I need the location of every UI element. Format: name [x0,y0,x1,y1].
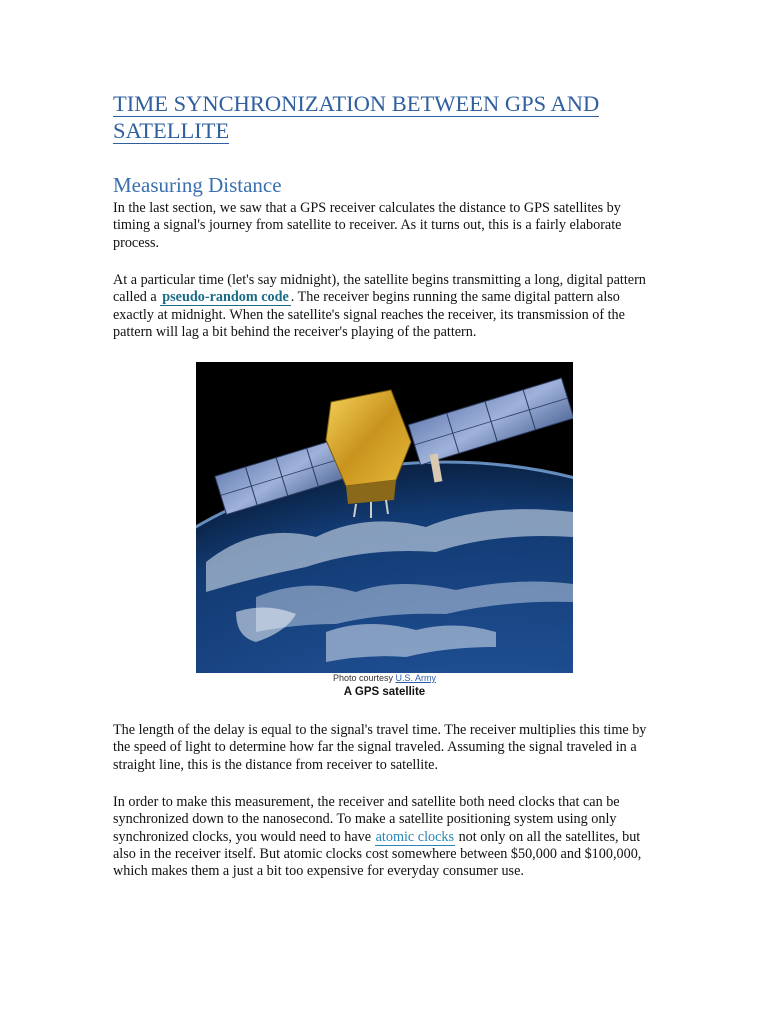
figure-caption: A GPS satellite [343,686,426,698]
paragraph-delay: The length of the delay is equal to the signal's travel time. The receiver multiplies this time by the speed of light to determine how far the signal traveled. Assuming the signal traveled in a straight line, this is the distance from receiver to satellite. [113,722,647,773]
paragraph-text: At a particular time (let's say midnight), the satellite begins transmitting a long, digital pattern called a [113,272,646,306]
paragraph-text: not only on all the satellites, but also in the receiver itself. But atomic clocks cost somewhere between $50,000 and $100,000, which makes them a just a bit too expensive for everyday consumer use. [113,828,642,880]
document-title-text: TIME SYNCHRONIZATION BETWEEN GPS AND SATELLITE [113,91,600,143]
paragraph-intro: In the last section, we saw that a GPS receiver calculates the distance to GPS satellites by timing a signal's journey from satellite to receiver. As it turns out, this is a fairly elaborate process. [113,200,622,251]
photo-credit [196,673,573,684]
section-heading: Measuring Distance [113,173,282,197]
paragraph-pseudo-random [113,272,658,341]
paragraph-text: . The receiver begins running the same digital pattern also exactly at midnight. When the satellite's signal reaches the receiver, its transmission of the pattern will lag a bit behind the receiver's playing of the pattern. [113,289,625,340]
us-army-link[interactable]: U.S. Army [395,673,437,683]
paragraph-atomic-clocks [113,794,658,880]
document-title [113,90,673,144]
pseudo-random-code-link[interactable]: pseudo-random code [162,289,289,306]
gps-satellite-photo [196,362,573,673]
paragraph-text: In order to make this measurement, the receiver and satellite both need clocks that can be synchronized down to the nanosecond. To make a satellite positioning system using only synchronized clocks, you would need to have [113,794,620,845]
photo-credit-prefix: Photo courtesy [332,673,396,683]
atomic-clocks-link[interactable]: atomic clocks [375,828,455,845]
